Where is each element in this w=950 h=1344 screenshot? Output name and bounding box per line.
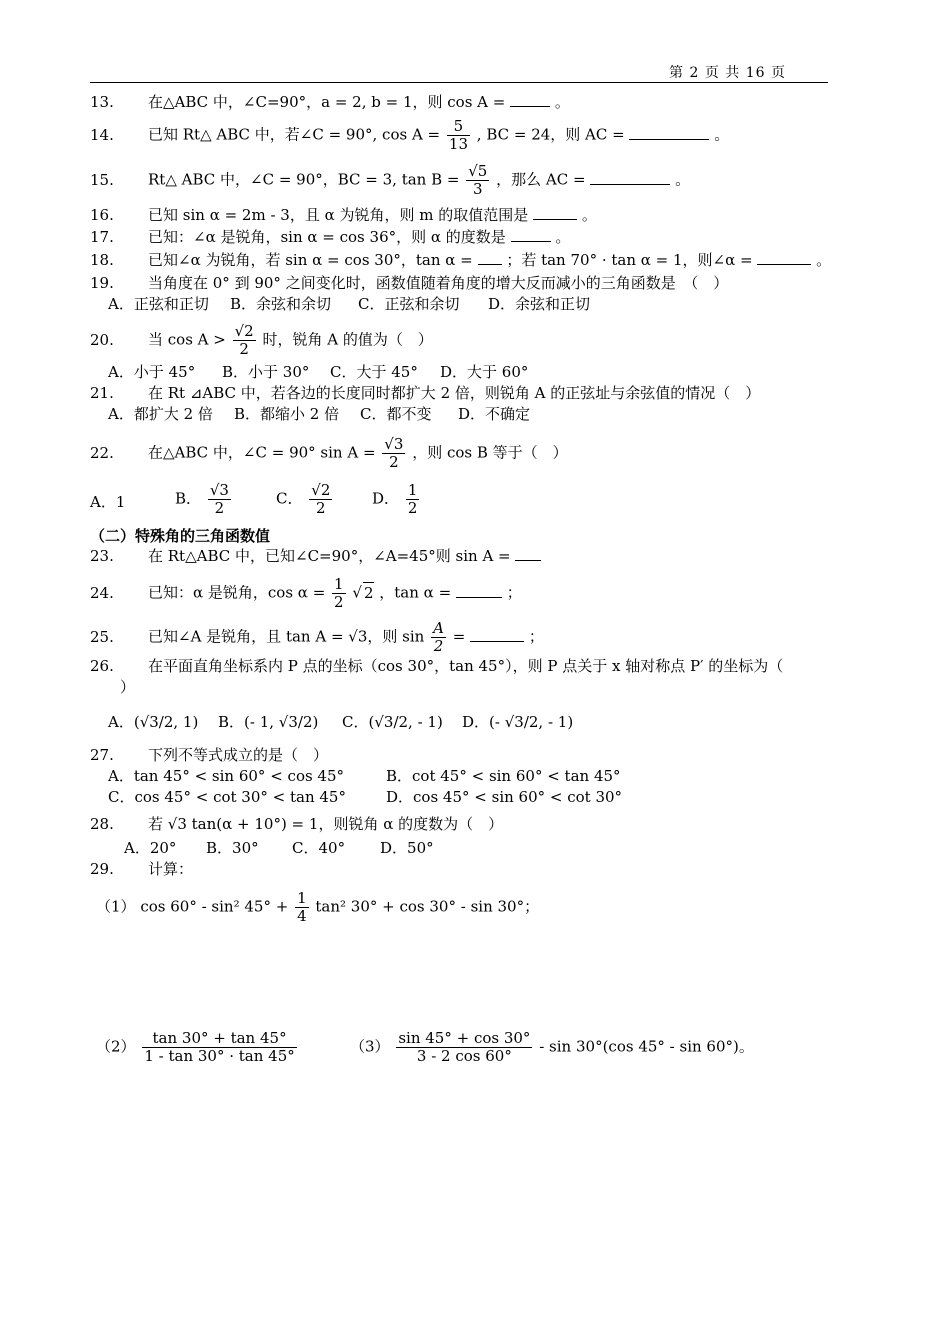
- fraction: $\frac{\sin 45^\circ + \cos 30^\circ}{3 - 2 \cos 60^\circ}$: [398, 1029, 531, 1065]
- option-b: B．(- 1, √3/2): [218, 713, 319, 731]
- answer-blank[interactable]: [757, 250, 811, 265]
- option-b: B．余弦和余切: [230, 295, 332, 313]
- option-a: A．20°: [124, 839, 177, 857]
- option-c: C．(√3/2, - 1): [342, 713, 443, 731]
- fraction: $\frac{√5}{3}$: [468, 162, 488, 198]
- option-b: B．30°: [206, 839, 259, 857]
- question-29: 29. 计算：: [90, 860, 194, 878]
- option-b: B．cot 45° < sin 60° < tan 45°: [386, 767, 621, 785]
- calc-part-3: （3） $\frac{\sin 45^\circ + \cos 30^\circ}{3 - 2 \cos 60^\circ}$ - sin 30°(cos 45° - sin 60°)。: [350, 1029, 754, 1065]
- question-16: 16. 已知 sin α = 2m - 3，且 α 为锐角，则 m 的取值范围是 。: [90, 206, 597, 224]
- option-d: D． $\frac{1}{2}$: [372, 481, 418, 517]
- answer-blank[interactable]: [470, 627, 524, 642]
- option-a: A．(√3/2, 1): [108, 713, 199, 731]
- option-c: C．都不变: [360, 405, 432, 423]
- fraction: $\frac{\tan 30^\circ + \tan 45^\circ}{1 - \tan 30^\circ \cdot \tan 45^\circ}$: [144, 1029, 295, 1065]
- fraction: $\frac{1}{2}$: [407, 481, 418, 517]
- option-c: C．大于 45°: [330, 363, 418, 381]
- question-17: 17. 已知：∠α 是锐角，sin α = cos 36°，则 α 的度数是 。: [90, 228, 571, 246]
- page-header: [90, 62, 828, 83]
- question-23: 23. 在 Rt△ABC 中，已知∠C=90°，∠A=45°则 sin A =: [90, 546, 541, 566]
- question-28: 28. 若 √3 tan(α + 10°) = 1，则锐角 α 的度数为（ ）: [90, 815, 504, 833]
- answer-blank[interactable]: [510, 92, 550, 107]
- answer-blank[interactable]: [590, 170, 670, 185]
- question-20: 20. 当 cos A > $\frac{√2}{2}$ 时，锐角 A 的值为（ ）: [90, 322, 433, 358]
- question-24: 24. 已知：α 是锐角，cos α = $\frac{1}{2}$ √ 2 ，tan α = ；: [90, 575, 522, 611]
- option-a: A．1: [90, 493, 126, 511]
- question-15: 15. Rt△ ABC 中，∠C = 90°，BC = 3, tan B = $\frac{√5}{3}$ ，那么 AC = 。: [90, 162, 691, 198]
- fraction: $\frac{√3}{2}$: [384, 435, 404, 471]
- question-13: 13. 在△ABC 中，∠C=90°，a = 2, b = 1，则 cos A = 。: [90, 93, 570, 111]
- answer-blank[interactable]: [629, 125, 709, 140]
- fraction: $\frac{1}{2}$: [334, 575, 344, 611]
- answer-blank[interactable]: [456, 583, 502, 598]
- answer-blank[interactable]: [515, 546, 541, 561]
- option-d: D．余弦和正切: [488, 295, 591, 313]
- option-c: C．40°: [292, 839, 346, 857]
- answer-blank[interactable]: [478, 250, 502, 265]
- option-d: D．50°: [380, 839, 434, 857]
- question-27: 27. 下列不等式成立的是（ ）: [90, 746, 329, 764]
- option-b: B．小于 30°: [222, 363, 310, 381]
- option-d: D．大于 60°: [440, 363, 529, 381]
- question-25: 25. 已知∠A 是锐角，且 tan A = √3，则 sin $\frac{A}{2}$ = ；: [90, 619, 544, 655]
- fraction: $\frac{5}{13}$: [448, 117, 468, 153]
- option-d: D．(- √3/2, - 1): [462, 713, 574, 731]
- option-c: C．cos 45° < cot 30° < tan 45°: [108, 788, 346, 806]
- calc-part-1: （1） cos 60° - sin² 45° + $\frac{1}{4}$ tan² 30° + cos 30° - sin 30°；: [96, 889, 540, 925]
- sqrt-symbol: √: [352, 583, 362, 602]
- question-22: 22. 在△ABC 中，∠C = 90° sin A = $\frac{√3}{2}$ ，则 cos B 等于（ ）: [90, 435, 568, 471]
- option-d: D．不确定: [458, 405, 531, 423]
- section-title: （二）特殊角的三角函数值: [90, 527, 271, 545]
- page-indicator: 第 2 页 共 16 页: [669, 65, 786, 81]
- option-b: B．都缩小 2 倍: [234, 405, 340, 423]
- option-a: A．都扩大 2 倍: [108, 405, 213, 423]
- option-d: D．cos 45° < sin 60° < cot 30°: [386, 788, 623, 806]
- option-a: A．小于 45°: [108, 363, 196, 381]
- question-18: 18. 已知∠α 为锐角，若 sin α = cos 30°，tan α = ；若 tan 70° · tan α = 1，则∠α = 。: [90, 251, 832, 269]
- answer-blank[interactable]: [533, 205, 577, 220]
- fraction: $\frac{1}{4}$: [297, 889, 307, 925]
- question-21: 21. 在 Rt ⊿ABC 中，若各边的长度同时都扩大 2 倍，则锐角 A 的正弦址与余弦值的情况（ ）: [90, 384, 761, 402]
- fraction: $\frac{√2}{2}$: [311, 481, 331, 517]
- calc-part-2: （2） $\frac{\tan 30^\circ + \tan 45^\circ}{1 - \tan 30^\circ \cdot \tan 45^\circ}$: [96, 1029, 295, 1065]
- option-b: B． $\frac{√3}{2}$: [175, 481, 229, 517]
- question-19: 19. 当角度在 0° 到 90° 之间变化时，函数值随着角度的增大反而减小的三角函数是 （ ）: [90, 274, 729, 292]
- fraction: $\frac{A}{2}$: [433, 619, 444, 655]
- question-26: 26. 在平面直角坐标系内 P 点的坐标（cos 30°，tan 45°），则 P 点关于 x 轴对称点 P′ 的坐标为（: [90, 657, 784, 675]
- question-26-continuation: ）: [120, 678, 136, 696]
- question-14: 14. 已知 Rt△ ABC 中，若∠C = 90°, cos A = $\frac{5}{13}$ , BC = 24，则 AC = 。: [90, 117, 730, 153]
- fraction: $\frac{√2}{2}$: [234, 322, 254, 358]
- option-a: A．正弦和正切: [108, 295, 209, 313]
- answer-blank[interactable]: [511, 227, 551, 242]
- option-c: C． $\frac{√2}{2}$: [276, 481, 331, 517]
- option-a: A．tan 45° < sin 60° < cos 45°: [108, 767, 345, 785]
- option-c: C．正弦和余切: [358, 295, 460, 313]
- fraction: $\frac{√3}{2}$: [209, 481, 229, 517]
